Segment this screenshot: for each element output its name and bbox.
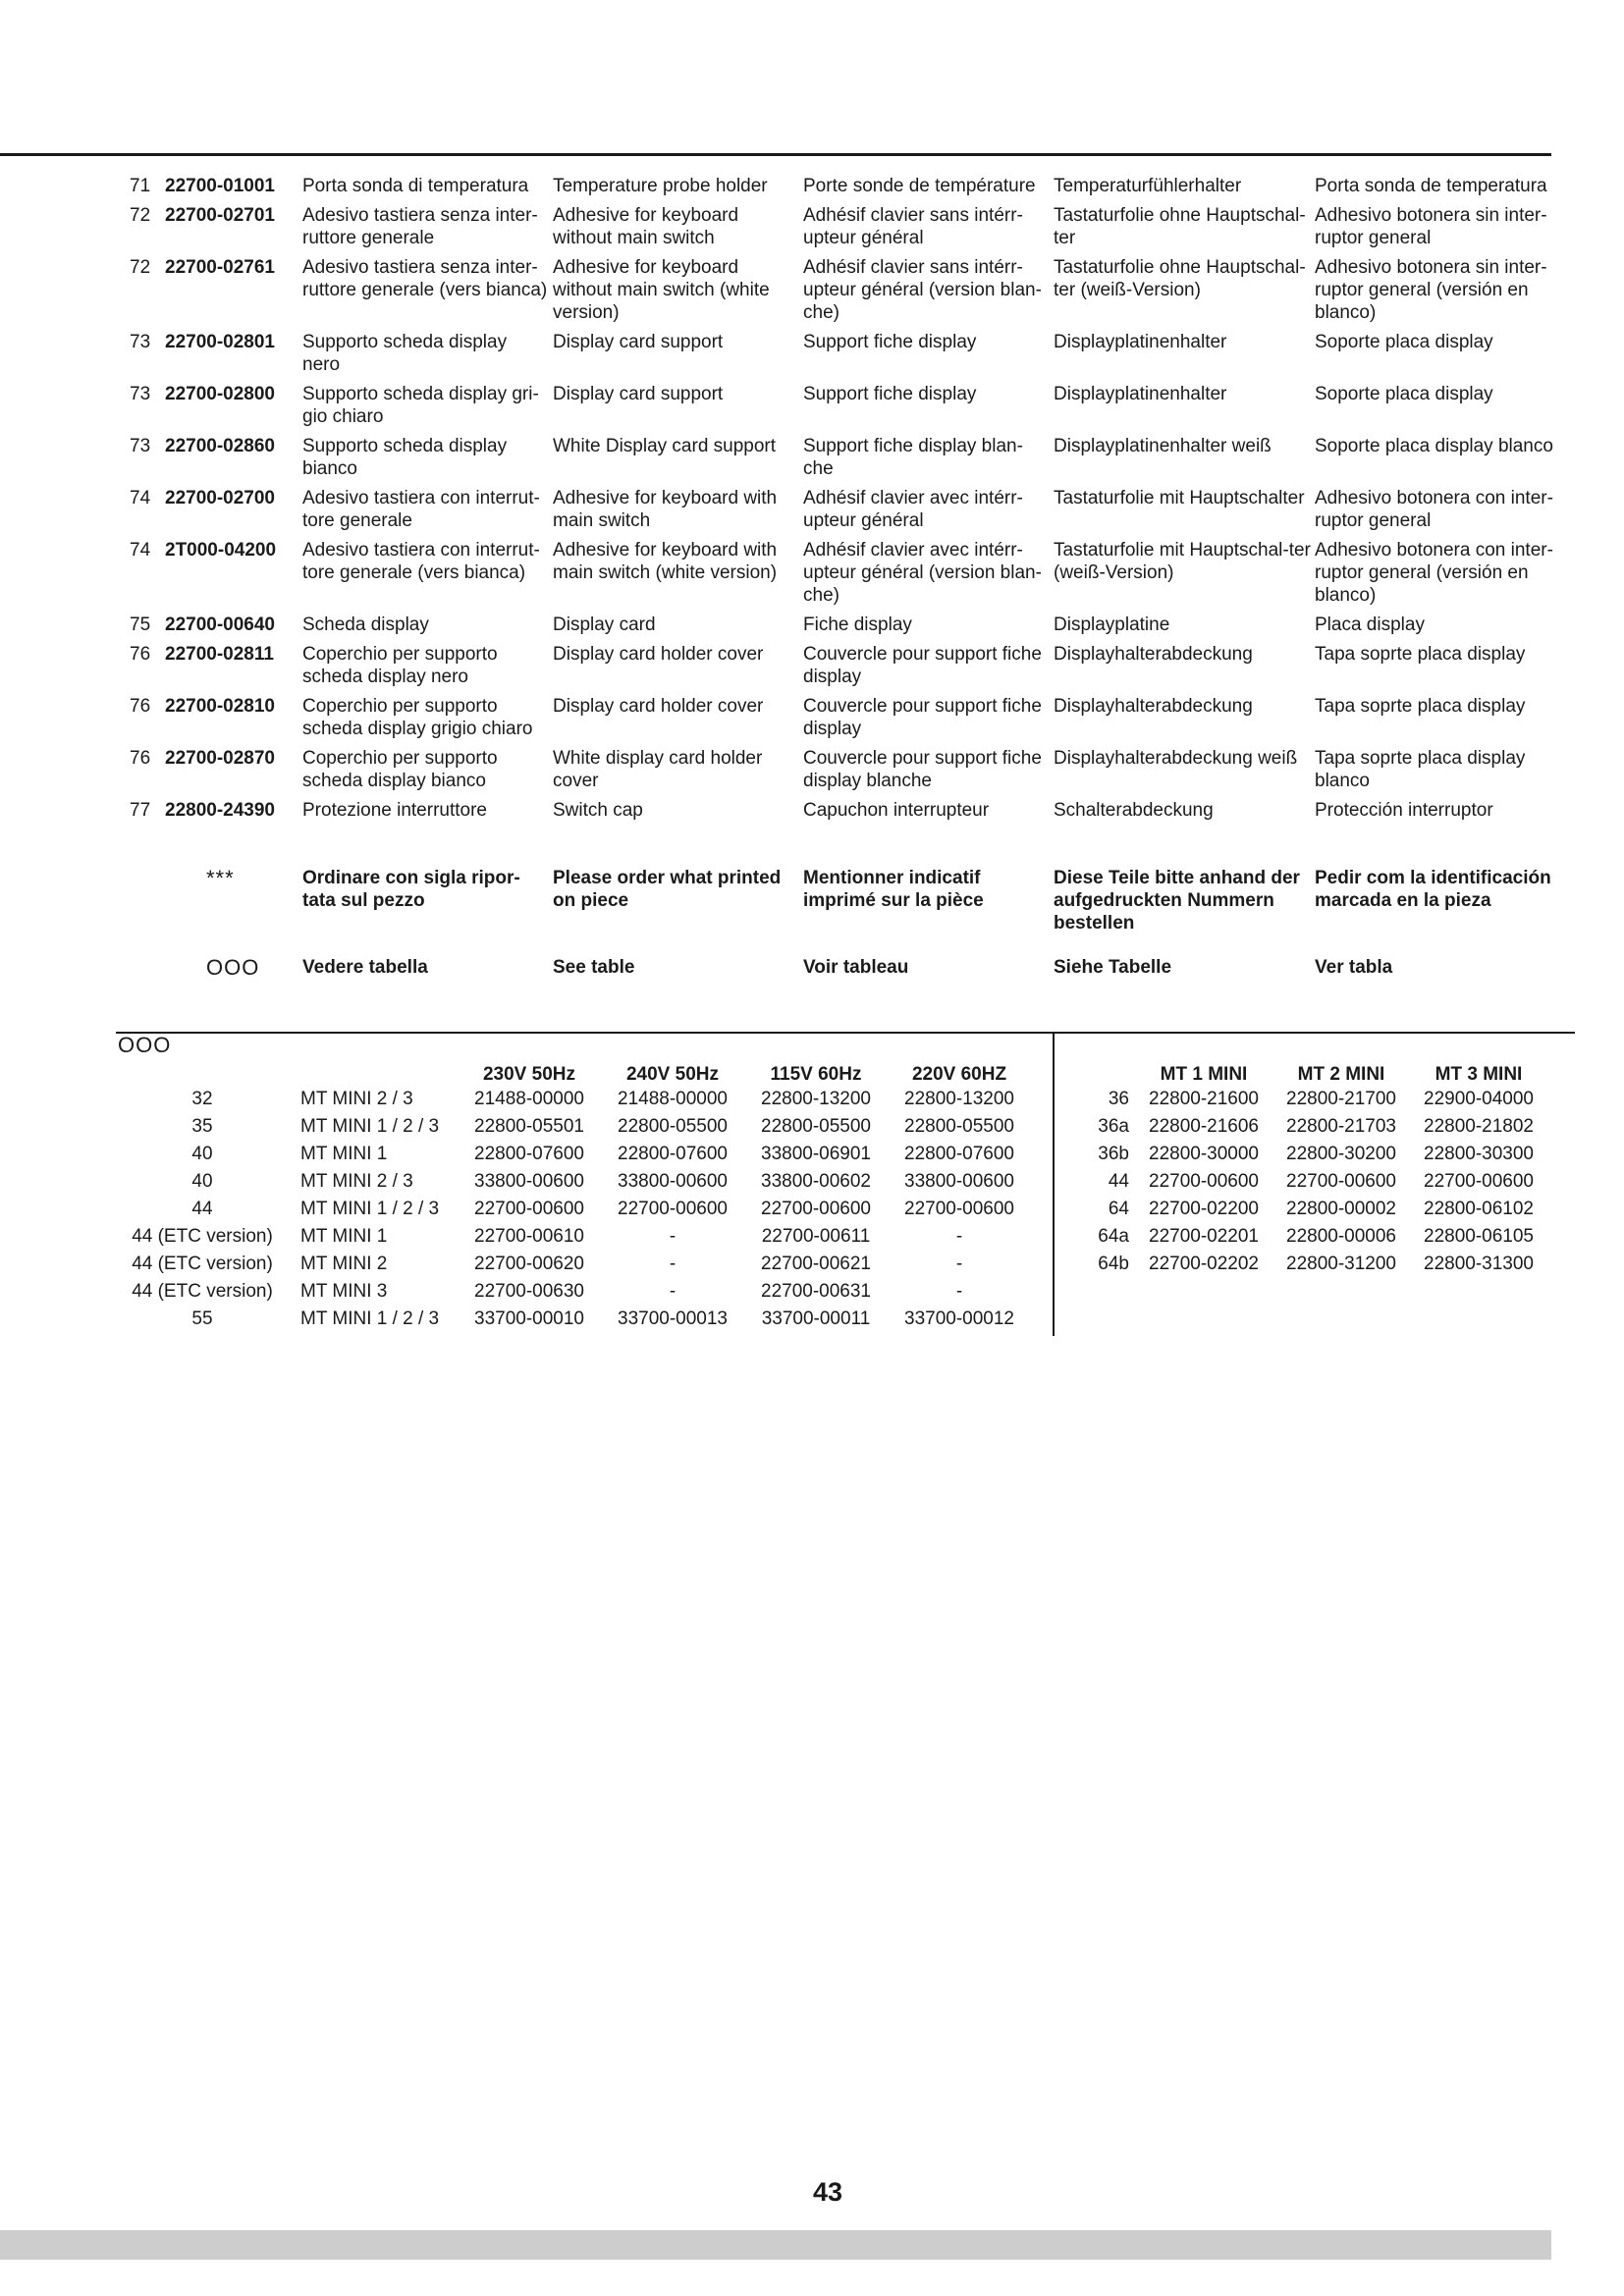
part-position: 75 xyxy=(130,614,151,635)
note-symbol: OOO xyxy=(206,955,260,980)
part-code: 2T000-04200 xyxy=(165,540,277,561)
table-cell: 22700-00600 xyxy=(1424,1171,1534,1192)
part-desc-es: Adhesivo botonera sin inter-ruptor general xyxy=(1315,205,1547,248)
part-desc-es: Adhesivo botonera con inter-ruptor general xyxy=(1315,488,1553,531)
column-header xyxy=(289,1056,458,1086)
part-desc-de: Tastaturfolie mit Hauptschalter xyxy=(1054,488,1305,508)
table-cell: MT MINI 2 xyxy=(300,1254,388,1274)
part-row xyxy=(116,204,1579,249)
table-cell: 21488-00000 xyxy=(618,1089,728,1109)
voltage-table xyxy=(116,1056,1031,1333)
note-text-fr: Voir tableau xyxy=(803,957,909,978)
part-position: 72 xyxy=(130,257,151,278)
table-cell: 44 xyxy=(1108,1171,1129,1192)
part-desc-de: Displayplatinenhalter xyxy=(1054,384,1227,404)
column-header: 230V 50Hz xyxy=(482,1064,575,1085)
table-cell: 22800-05500 xyxy=(904,1116,1014,1137)
parts-list xyxy=(116,175,1579,828)
part-desc-it: Supporto scheda display bianco xyxy=(302,436,508,479)
table-cell: 22900-04000 xyxy=(1424,1089,1534,1109)
table-row xyxy=(116,1141,1031,1168)
table-cell: 22800-21703 xyxy=(1286,1116,1396,1137)
table-cell: 22800-07600 xyxy=(474,1144,584,1164)
table-cell: 33800-00602 xyxy=(761,1171,871,1192)
part-code: 22700-02701 xyxy=(165,205,275,226)
part-position: 71 xyxy=(130,176,151,196)
part-desc-it: Coperchio per supporto scheda display nero xyxy=(302,644,498,687)
table-cell: 22800-00006 xyxy=(1286,1226,1396,1247)
table-marker-symbol: OOO xyxy=(118,1033,172,1057)
part-desc-de: Temperaturfühlerhalter xyxy=(1054,176,1242,196)
part-desc-es: Adhesivo botonera con inter-ruptor general (versión en blanco) xyxy=(1315,540,1553,606)
table-row xyxy=(116,1278,1031,1306)
part-desc-fr: Support fiche display xyxy=(803,384,977,404)
column-header: MT 1 MINI xyxy=(1160,1064,1248,1085)
table-cell: MT MINI 3 xyxy=(300,1281,388,1302)
part-code: 22700-02700 xyxy=(165,488,275,508)
column-header: 240V 50Hz xyxy=(625,1064,719,1085)
table-cell: - xyxy=(669,1226,677,1247)
part-code: 22700-02810 xyxy=(165,696,275,717)
table-cell: 22700-00621 xyxy=(761,1254,871,1274)
table-cell: 44 (ETC version) xyxy=(132,1226,273,1247)
table-row xyxy=(116,1168,1031,1196)
part-desc-es: Soporte placa display xyxy=(1315,384,1493,404)
column-header: MT 2 MINI xyxy=(1297,1064,1385,1085)
table-cell: 22800-21600 xyxy=(1149,1089,1259,1109)
table-cell: 33800-00600 xyxy=(904,1171,1014,1192)
table-cell: 64a xyxy=(1098,1226,1129,1247)
table-cell: 22800-21606 xyxy=(1149,1116,1259,1137)
part-row xyxy=(116,614,1579,636)
table-cell: 33700-00013 xyxy=(618,1308,728,1329)
table-cell: 22800-07600 xyxy=(904,1144,1014,1164)
table-row xyxy=(116,1306,1031,1333)
part-desc-it: Scheda display xyxy=(302,614,429,635)
column-header: 115V 60Hz xyxy=(770,1064,862,1085)
part-desc-en: Display card support xyxy=(553,332,724,352)
part-desc-es: Soporte placa display xyxy=(1315,332,1493,352)
table-row xyxy=(1070,1113,1547,1141)
model-table xyxy=(1070,1056,1547,1278)
note-row xyxy=(116,867,1579,934)
table-row xyxy=(1070,1086,1547,1113)
part-desc-fr: Couvercle pour support fiche display xyxy=(803,696,1042,739)
part-desc-it: Coperchio per supporto scheda display bianco xyxy=(302,748,498,791)
part-desc-es: Tapa soprte placa display xyxy=(1315,696,1526,717)
table-cell: 36b xyxy=(1098,1144,1129,1164)
table-row xyxy=(116,1086,1031,1113)
table-cell: 22800-31200 xyxy=(1286,1254,1396,1274)
part-row xyxy=(116,256,1579,324)
part-desc-fr: Couvercle pour support fiche display blanche xyxy=(803,748,1042,791)
table-cell: MT MINI 1 / 2 / 3 xyxy=(300,1308,440,1329)
part-position: 76 xyxy=(130,748,151,769)
part-position: 77 xyxy=(130,800,151,821)
part-desc-en: Adhesive for keyboard without main switch (white version) xyxy=(553,257,770,323)
table-cell: 44 xyxy=(191,1199,213,1219)
part-desc-de: Tastaturfolie ohne Hauptschal-ter xyxy=(1054,205,1306,248)
part-desc-en: Display card support xyxy=(553,384,724,404)
part-code: 22700-02860 xyxy=(165,436,275,456)
part-position: 76 xyxy=(130,696,151,717)
note-text-en: Please order what printed on piece xyxy=(553,868,782,911)
part-position: 74 xyxy=(130,540,151,561)
part-desc-en: Display card holder cover xyxy=(553,644,764,665)
table-cell: 36a xyxy=(1098,1116,1129,1137)
table-cell: 22800-21700 xyxy=(1286,1089,1396,1109)
table-cell: 22700-02201 xyxy=(1149,1226,1259,1247)
part-desc-fr: Support fiche display xyxy=(803,332,977,352)
part-desc-fr: Support fiche display blan-che xyxy=(803,436,1023,479)
table-row xyxy=(116,1251,1031,1278)
part-desc-it: Porta sonda di temperatura xyxy=(302,176,529,196)
column-header xyxy=(1070,1056,1135,1086)
table-cell: 22700-00630 xyxy=(474,1281,584,1302)
table-cell: 44 (ETC version) xyxy=(132,1254,273,1274)
table-cell: 33700-00010 xyxy=(474,1308,584,1329)
part-code: 22700-02800 xyxy=(165,384,275,404)
part-row xyxy=(116,435,1579,480)
note-text-es: Ver tabla xyxy=(1315,957,1393,978)
part-row xyxy=(116,695,1579,740)
part-desc-fr: Couvercle pour support fiche display xyxy=(803,644,1042,687)
part-desc-de: Displayhalterabdeckung weiß xyxy=(1054,748,1298,769)
table-section-rule xyxy=(116,1032,1575,1034)
part-desc-de: Displayplatinenhalter weiß xyxy=(1054,436,1272,456)
table-cell: 22800-13200 xyxy=(904,1089,1014,1109)
table-cell: 40 xyxy=(191,1144,213,1164)
part-position: 73 xyxy=(130,436,151,456)
part-position: 76 xyxy=(130,644,151,665)
part-position: 73 xyxy=(130,384,151,404)
part-desc-en: Switch cap xyxy=(553,800,643,821)
column-header: MT 3 MINI xyxy=(1435,1064,1523,1085)
part-desc-en: White display card holder cover xyxy=(553,748,763,791)
table-cell: 64 xyxy=(1108,1199,1129,1219)
page-number: 43 xyxy=(812,2177,843,2207)
part-code: 22700-01001 xyxy=(165,176,275,196)
part-desc-it: Coperchio per supporto scheda display grigio chiaro xyxy=(302,696,533,739)
table-cell: 55 xyxy=(191,1308,213,1329)
table-cell: 22800-31300 xyxy=(1424,1254,1534,1274)
table-cell: 22700-00600 xyxy=(761,1199,871,1219)
part-desc-it: Adesivo tastiera senza inter-ruttore generale (vers bianca) xyxy=(302,257,548,300)
part-desc-fr: Capuchon interrupteur xyxy=(803,800,990,821)
table-cell: 22800-06105 xyxy=(1424,1226,1534,1247)
part-code: 22800-24390 xyxy=(165,800,275,821)
table-cell: 33800-06901 xyxy=(761,1144,871,1164)
table-row xyxy=(1070,1141,1547,1168)
table-cell: 22700-00631 xyxy=(761,1281,871,1302)
part-code: 22700-02811 xyxy=(165,644,274,665)
table-cell: 33800-00600 xyxy=(618,1171,728,1192)
table-cell: - xyxy=(669,1254,677,1274)
table-cell: 22700-00600 xyxy=(1286,1171,1396,1192)
table-cell: 40 xyxy=(191,1171,213,1192)
table-cell: - xyxy=(669,1281,677,1302)
part-code: 22700-00640 xyxy=(165,614,275,635)
part-desc-de: Displayhalterabdeckung xyxy=(1054,644,1253,665)
note-symbol: *** xyxy=(206,866,235,890)
part-desc-en: Adhesive for keyboard with main switch xyxy=(553,488,778,531)
part-code: 22700-02761 xyxy=(165,257,275,278)
part-row xyxy=(116,383,1579,428)
table-cell: 35 xyxy=(191,1116,213,1137)
table-cell: 22700-00620 xyxy=(474,1254,584,1274)
table-cell: 22800-05501 xyxy=(474,1116,584,1137)
table-cell: 22800-30300 xyxy=(1424,1144,1534,1164)
legend-notes xyxy=(116,867,1579,1000)
table-cell: 33700-00012 xyxy=(904,1308,1014,1329)
note-text-de: Diese Teile bitte anhand der aufgedruckten Nummern bestellen xyxy=(1054,868,1300,934)
part-desc-en: Adhesive for keyboard with main switch (white version) xyxy=(553,540,778,583)
part-desc-de: Displayplatine xyxy=(1054,614,1170,635)
part-desc-it: Adesivo tastiera con interrut-tore generale (vers bianca) xyxy=(302,540,540,583)
part-desc-de: Displayhalterabdeckung xyxy=(1054,696,1253,717)
column-header: 220V 60HZ xyxy=(911,1064,1007,1085)
table-cell: 33800-00600 xyxy=(474,1171,584,1192)
part-position: 73 xyxy=(130,332,151,352)
part-desc-es: Tapa soprte placa display xyxy=(1315,644,1526,665)
part-code: 22700-02801 xyxy=(165,332,275,352)
part-desc-fr: Fiche display xyxy=(803,614,912,635)
note-text-en: See table xyxy=(553,957,635,978)
table-row xyxy=(1070,1168,1547,1196)
part-desc-de: Tastaturfolie ohne Hauptschal-ter (weiß-Version) xyxy=(1054,257,1306,300)
part-desc-it: Supporto scheda display nero xyxy=(302,332,508,375)
part-row xyxy=(116,643,1579,688)
top-rule xyxy=(0,153,1551,156)
table-cell: 22700-02200 xyxy=(1149,1199,1259,1219)
table-cell: - xyxy=(955,1226,963,1247)
part-desc-es: Porta sonda de temperatura xyxy=(1315,176,1547,196)
table-cell: 36 xyxy=(1108,1089,1129,1109)
table-vertical-separator xyxy=(1053,1034,1055,1336)
part-desc-en: Adhesive for keyboard without main switch xyxy=(553,205,739,248)
table-cell: 22700-00600 xyxy=(904,1199,1014,1219)
note-text-it: Ordinare con sigla ripor-tata sul pezzo xyxy=(302,868,520,911)
table-cell: 64b xyxy=(1098,1254,1129,1274)
part-desc-en: Display card holder cover xyxy=(553,696,764,717)
part-desc-it: Adesivo tastiera senza inter-ruttore generale xyxy=(302,205,538,248)
table-row xyxy=(1070,1251,1547,1278)
table-cell: 22800-30200 xyxy=(1286,1144,1396,1164)
table-cell: MT MINI 1 / 2 / 3 xyxy=(300,1199,440,1219)
part-desc-de: Displayplatinenhalter xyxy=(1054,332,1227,352)
part-desc-es: Placa display xyxy=(1315,614,1425,635)
table-row xyxy=(116,1196,1031,1223)
part-desc-fr: Adhésif clavier avec intérr-upteur général xyxy=(803,488,1023,531)
part-desc-it: Adesivo tastiera con interrut-tore generale xyxy=(302,488,540,531)
part-desc-es: Protección interruptor xyxy=(1315,800,1493,821)
table-cell: 22800-00002 xyxy=(1286,1199,1396,1219)
part-desc-it: Supporto scheda display gri-gio chiaro xyxy=(302,384,539,427)
part-desc-fr: Adhésif clavier sans intérr-upteur général xyxy=(803,205,1023,248)
table-cell: 22700-02202 xyxy=(1149,1254,1259,1274)
column-header xyxy=(116,1056,289,1086)
table-row xyxy=(116,1223,1031,1251)
table-cell: MT MINI 1 xyxy=(300,1226,388,1247)
note-text-it: Vedere tabella xyxy=(302,957,428,978)
part-desc-de: Tastaturfolie mit Hauptschal-ter (weiß-Version) xyxy=(1054,540,1311,583)
part-desc-fr: Porte sonde de température xyxy=(803,176,1036,196)
table-cell: MT MINI 1 xyxy=(300,1144,388,1164)
note-text-de: Siehe Tabelle xyxy=(1054,957,1172,978)
part-row xyxy=(116,331,1579,376)
table-cell: 22800-30000 xyxy=(1149,1144,1259,1164)
table-cell: MT MINI 1 / 2 / 3 xyxy=(300,1116,440,1137)
table-cell: MT MINI 2 / 3 xyxy=(300,1171,413,1192)
part-desc-en: Temperature probe holder xyxy=(553,176,768,196)
table-cell: 22700-00600 xyxy=(474,1199,584,1219)
table-cell: 32 xyxy=(191,1089,213,1109)
table-row xyxy=(1070,1196,1547,1223)
table-cell: 33700-00011 xyxy=(761,1308,871,1329)
part-desc-en: Display card xyxy=(553,614,656,635)
table-cell: 22800-13200 xyxy=(761,1089,871,1109)
part-desc-en: White Display card support xyxy=(553,436,777,456)
table-row xyxy=(1070,1223,1547,1251)
table-row xyxy=(116,1113,1031,1141)
part-row xyxy=(116,747,1579,792)
table-cell: - xyxy=(955,1281,963,1302)
part-position: 72 xyxy=(130,205,151,226)
part-code: 22700-02870 xyxy=(165,748,275,769)
part-desc-es: Tapa soprte placa display blanco xyxy=(1315,748,1526,791)
table-cell: MT MINI 2 / 3 xyxy=(300,1089,413,1109)
table-cell: 22700-00600 xyxy=(1149,1171,1259,1192)
table-cell: - xyxy=(955,1254,963,1274)
table-cell: 22800-05500 xyxy=(761,1116,871,1137)
note-row xyxy=(116,956,1579,979)
table-cell: 22700-00611 xyxy=(761,1226,871,1247)
note-text-es: Pedir com la identificación marcada en la pieza xyxy=(1315,868,1551,911)
table-cell: 22700-00600 xyxy=(618,1199,728,1219)
part-desc-it: Protezione interruttore xyxy=(302,800,487,821)
part-row xyxy=(116,175,1579,197)
table-cell: 22700-00610 xyxy=(474,1226,584,1247)
footer-band xyxy=(0,2230,1551,2260)
table-cell: 22800-05500 xyxy=(618,1116,728,1137)
part-desc-de: Schalterabdeckung xyxy=(1054,800,1214,821)
table-cell: 21488-00000 xyxy=(474,1089,584,1109)
table-cell: 22800-06102 xyxy=(1424,1199,1534,1219)
part-desc-fr: Adhésif clavier avec intérr-upteur général (version blan-che) xyxy=(803,540,1042,606)
part-row xyxy=(116,487,1579,532)
part-desc-es: Soporte placa display blanco xyxy=(1315,436,1553,456)
table-cell: 44 (ETC version) xyxy=(132,1281,273,1302)
part-row xyxy=(116,539,1579,607)
note-text-fr: Mentionner indicatif imprimé sur la pièce xyxy=(803,868,984,911)
table-cell: 22800-07600 xyxy=(618,1144,728,1164)
part-desc-es: Adhesivo botonera sin inter-ruptor general (versión en blanco) xyxy=(1315,257,1547,323)
table-cell: 22800-21802 xyxy=(1424,1116,1534,1137)
part-desc-fr: Adhésif clavier sans intérr-upteur général (version blan-che) xyxy=(803,257,1042,323)
part-position: 74 xyxy=(130,488,151,508)
part-row xyxy=(116,799,1579,822)
